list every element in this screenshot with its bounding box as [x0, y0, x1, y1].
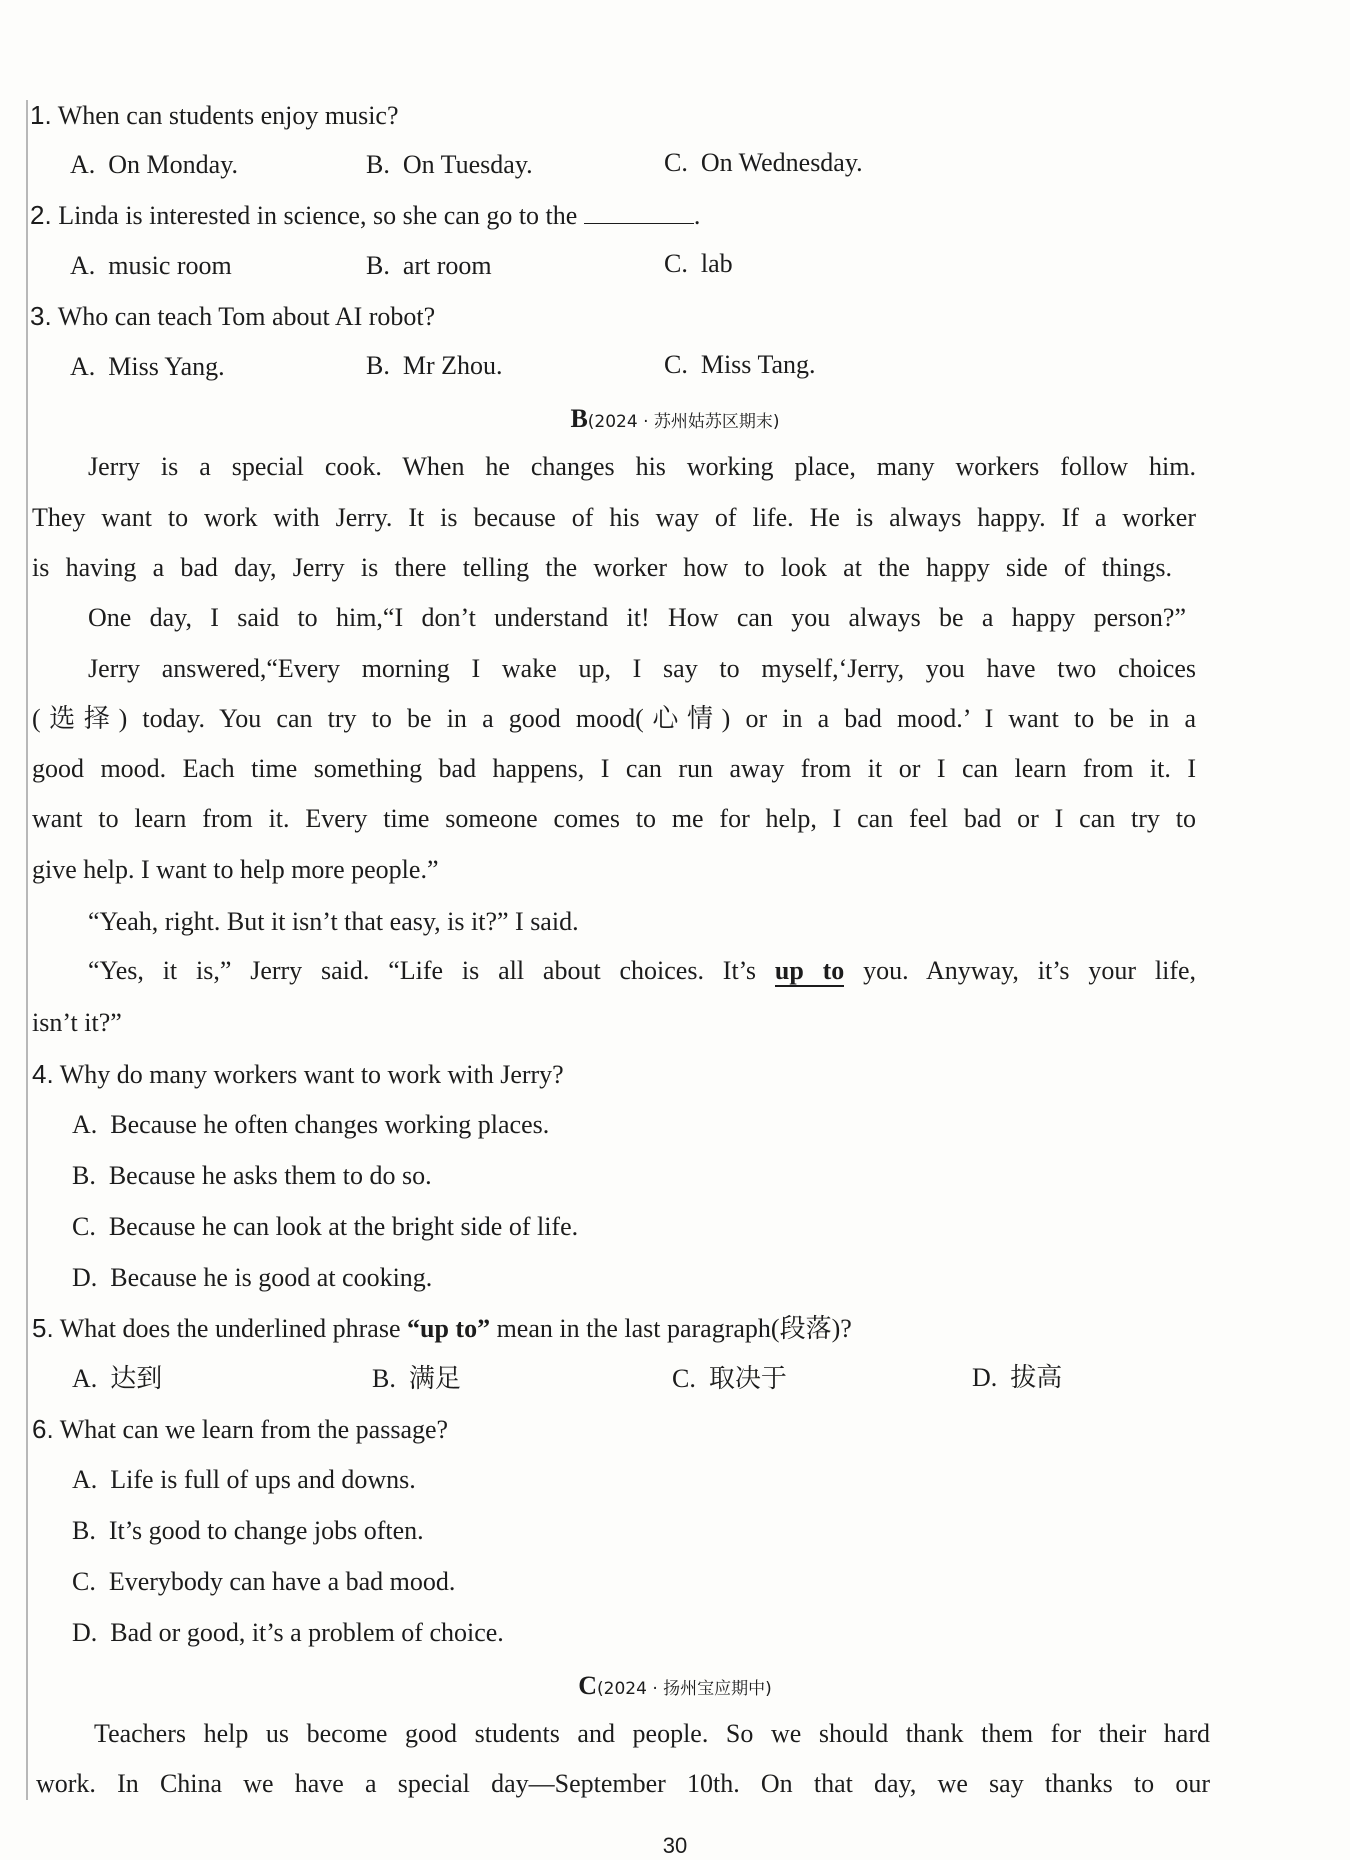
question-number: 1. [30, 100, 52, 130]
question-text: Linda is interested in science, so she can go to the [58, 201, 578, 230]
section-c-heading: C(2024 · 扬州宝应期中) [578, 1671, 772, 1700]
q3-option-a: A. Miss Yang. [70, 352, 225, 381]
passage-b-line: (选择) today. You can try to be in a good mood(心情) or in a bad mood.’ I want to be in a [32, 704, 1196, 733]
q5-option-b: B. 满足 [372, 1364, 461, 1393]
passage-c-line: work. In China we have a special day—September 10th. On that day, we say thanks to our [36, 1769, 1210, 1798]
question-5: 5. What does the underlined phrase “up to” mean in the last paragraph(段落)? [32, 1313, 852, 1343]
q4-option-d: D. Because he is good at cooking. [72, 1263, 433, 1292]
q6-option-a: A. Life is full of ups and downs. [72, 1465, 416, 1494]
q2-option-c: C. lab [664, 249, 733, 278]
passage-b-last-paragraph: “Yes, it is,” Jerry said. “Life is all about choices. It’s up to you. Anyway, it’s your life, [88, 956, 1197, 985]
question-text: What can we learn from the passage? [59, 1415, 449, 1444]
question-text: Why do many workers want to work with Jerry? [59, 1060, 564, 1089]
q1-option-c: C. On Wednesday. [664, 148, 863, 177]
passage-c-line: Teachers help us become good students and people. So we should thank them for their hard [94, 1719, 1210, 1748]
q6-option-c: C. Everybody can have a bad mood. [72, 1567, 456, 1596]
q4-option-b: B. Because he asks them to do so. [72, 1161, 432, 1190]
question-number: 3. [30, 301, 52, 331]
question-text: Who can teach Tom about AI robot? [57, 302, 436, 331]
passage-b-line: Jerry is a special cook. When he changes his working place, many workers follow him. [88, 452, 1196, 481]
question-number: 5. [32, 1313, 54, 1343]
q4-option-a: A. Because he often changes working places. [72, 1110, 550, 1139]
q3-option-c: C. Miss Tang. [664, 350, 816, 379]
question-text: When can students enjoy music? [57, 101, 399, 130]
q2-option-b: B. art room [366, 251, 492, 280]
question-3 [30, 299, 435, 334]
passage-b-line: want to learn from it. Every time someone comes to me for help, I can feel bad or I can try to [32, 804, 1196, 833]
question-number: 6. [32, 1414, 54, 1444]
bold-phrase: “up to” [407, 1314, 491, 1343]
section-b-heading: B(2024 · 苏州姑苏区期末) [570, 404, 780, 433]
passage-b-line: give help. I want to help more people.” [32, 855, 439, 884]
question-6 [32, 1412, 448, 1447]
q2-option-a: A. music room [70, 251, 232, 280]
q4-option-c: C. Because he can look at the bright side of life. [72, 1212, 579, 1241]
passage-b-line: good mood. Each time something bad happens, I can run away from it or I can learn from it. I [32, 754, 1196, 783]
question-2: 2. Linda is interested in science, so she can go to the . [30, 200, 701, 230]
passage-b-line: One day, I said to him,“I don’t understand it! How can you always be a happy person?” [88, 603, 1186, 632]
passage-b-line: They want to work with Jerry. It is because of his way of life. He is always happy. If a worker [32, 503, 1196, 532]
question-1 [30, 98, 399, 133]
q1-option-a: A. On Monday. [70, 150, 239, 179]
question-4 [32, 1057, 564, 1092]
q1-option-b: B. On Tuesday. [366, 150, 533, 179]
answer-blank [584, 201, 694, 224]
q5-option-a: A. 达到 [72, 1364, 163, 1393]
passage-b-line: is having a bad day, Jerry is there telling the worker how to look at the happy side of things. [32, 553, 1172, 582]
underlined-phrase: up to [774, 956, 845, 985]
left-binding-edge [26, 100, 28, 1800]
passage-b-line: isn’t it?” [32, 1008, 122, 1037]
q6-option-b: B. It’s good to change jobs often. [72, 1516, 424, 1545]
question-number: 2. [30, 200, 52, 230]
page-number: 30 [662, 1833, 688, 1858]
passage-b-line: Jerry answered,“Every morning I wake up, I say to myself,‘Jerry, you have two choices [88, 654, 1196, 683]
q5-option-c: C. 取决于 [672, 1364, 787, 1393]
passage-b-line: “Yeah, right. But it isn’t that easy, is it?” I said. [88, 907, 579, 936]
q3-option-b: B. Mr Zhou. [366, 351, 503, 380]
q6-option-d: D. Bad or good, it’s a problem of choice. [72, 1618, 504, 1647]
question-number: 4. [32, 1059, 54, 1089]
q5-option-d: D. 拔高 [972, 1363, 1063, 1392]
